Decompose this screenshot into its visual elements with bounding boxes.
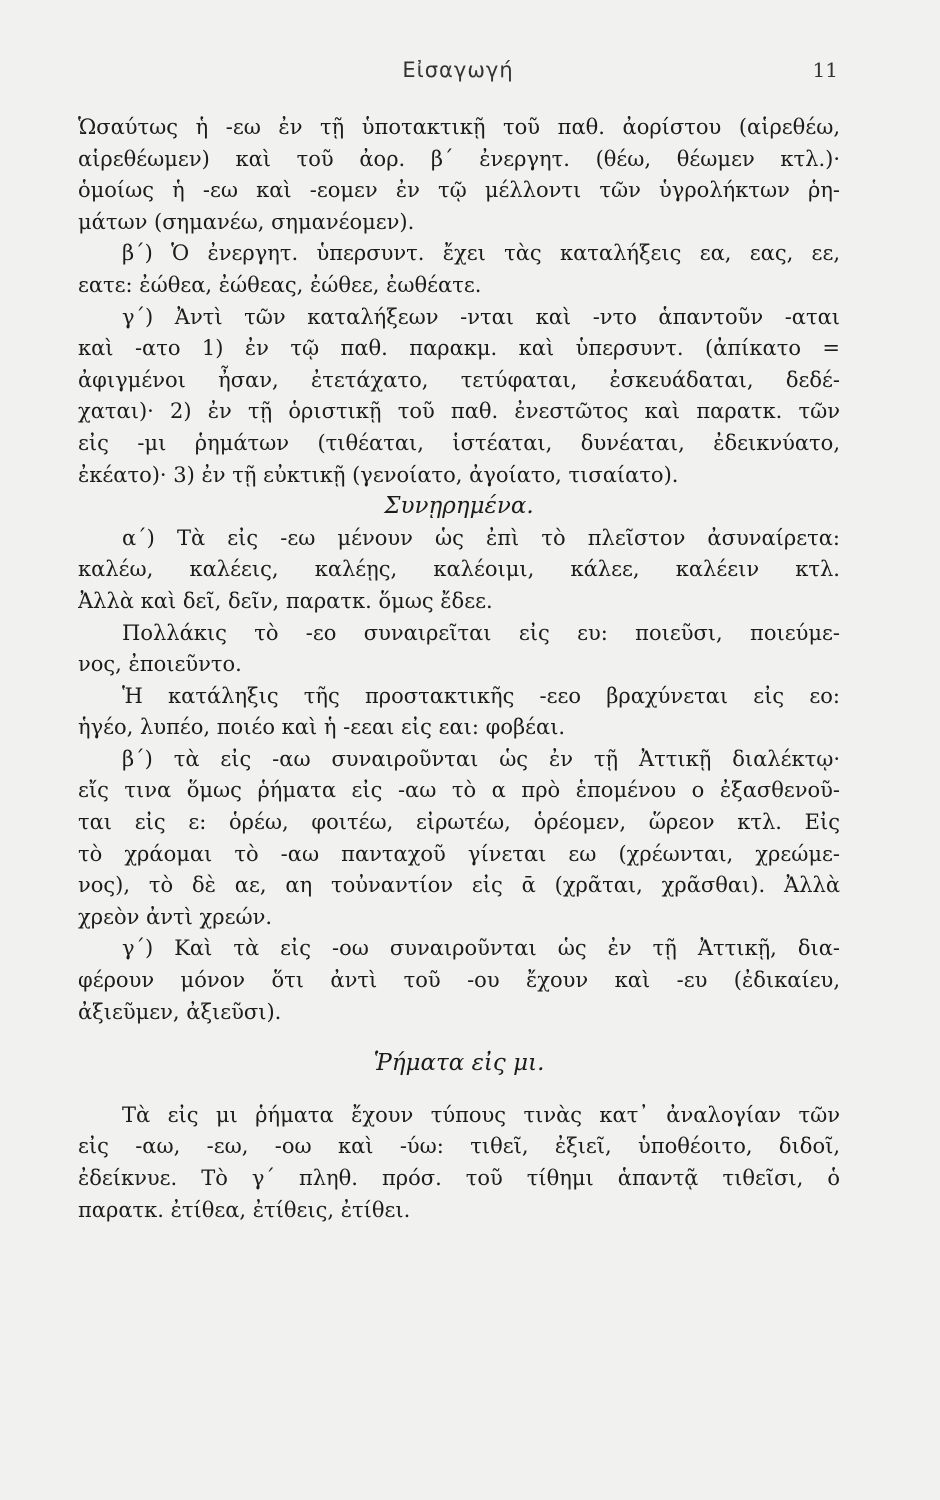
text-line: γ΄) Ἀντὶ τῶν καταλήξεων -νται καὶ -ντο ἁπαντοῦν -αται: [122, 304, 840, 329]
text-line: παρατκ. ἐτίθεα, ἐτίθεις, ἐτίθει.: [78, 1197, 411, 1222]
section-heading: Ῥήματα εἰς μι.: [373, 1050, 545, 1077]
text-line: χρεὸν ἀντὶ χρεών.: [78, 904, 273, 929]
text-line: Ὡσαύτως ἡ -εω ἐν τῇ ὑποτακτικῇ τοῦ παθ. ἀορίστου (αἱρεθέω,: [78, 115, 840, 139]
spacer: [78, 1080, 840, 1100]
text-line: Πολλάκις τὸ -εο συναιρεῖται εἰς ευ: ποιεῦσι, ποιεύμε-: [122, 620, 840, 645]
text-line: αἱρεθέωμεν) καὶ τοῦ ἀορ. β΄ ἐνεργητ. (θέω, θέωμεν κτλ.)·: [78, 146, 840, 171]
text-line: ἀφιγμένοι ἦσαν, ἐτετάχατο, τετύφαται, ἐσκευάδαται, δεδέ-: [78, 367, 840, 392]
text-line: νος, ἐποιεῦντο.: [78, 652, 242, 677]
text-line: ἡγέο, λυπέο, ποιέο καὶ ἡ -εεαι εἰς εαι: φοβέαι.: [78, 715, 566, 740]
text-line: Ἀλλὰ καὶ δεῖ, δεῖν, παρατκ. ὅμως ἔδεε.: [78, 588, 493, 613]
section-heading: Συνῃρημένα.: [384, 493, 534, 520]
text-line: ὁμοίως ἡ -εω καὶ -εομεν ἐν τῷ μέλλοντι τῶν ὑγρολήκτων ῥη-: [78, 178, 840, 203]
text-line: τὸ χράομαι τὸ -αω πανταχοῦ γίνεται εω (χρέωνται, χρεώμε-: [78, 841, 840, 866]
text-line: α΄) Τὰ εἰς -εω μένουν ὡς ἐπὶ τὸ πλεῖστον ἀσυναίρετα:: [122, 525, 840, 550]
text-line: μάτων (σημανέω, σημανέομεν).: [78, 209, 415, 234]
spacer: [78, 1028, 840, 1048]
text-line: Τὰ εἰς μι ῥήματα ἔχουν τύπους τινὰς κατ᾽ ἀναλογίαν τῶν: [122, 1102, 840, 1127]
text-line: ἀξιεῦμεν, ἀξιεῦσι).: [78, 999, 282, 1024]
text-line: φέρουν μόνον ὅτι ἀντὶ τοῦ -ου ἔχουν καὶ -ευ (ἐδικαίευ,: [78, 968, 840, 993]
page-header: [78, 58, 838, 88]
text-line: ἐκέατο)· 3) ἐν τῇ εὐκτικῇ (γενοίατο, ἀγοίατο, τισαίατο).: [78, 462, 679, 487]
text-line: καλέω, καλέεις, καλέῃς, καλέοιμι, κάλεε, καλέειν κτλ.: [78, 557, 840, 582]
text-line: εἰς -αω, -εω, -οω καὶ -ύω: τιθεῖ, ἐξιεῖ, ὑποθέοιτο, διδοῖ,: [78, 1134, 840, 1159]
text-line: εατε: ἐώθεα, ἐώθεας, ἐώθεε, ἐωθέατε.: [78, 272, 482, 297]
text-line: εἴς τινα ὅμως ῥήματα εἰς -αω τὸ α πρὸ ἑπομένου ο ἐξασθενοῦ-: [78, 778, 840, 803]
text-line: β΄) Ὁ ἐνεργητ. ὑπερσυντ. ἔχει τὰς καταλήξεις εα, εας, εε,: [122, 241, 840, 266]
text-line: καὶ -ατο 1) ἐν τῷ παθ. παρακμ. καὶ ὑπερσυντ. (ἀπίκατο =: [78, 336, 840, 361]
text-line: εἰς -μι ῥημάτων (τιθέαται, ἱστέαται, δυνέαται, ἐδεικνύατο,: [78, 430, 840, 455]
body-text: [78, 112, 840, 1226]
text-line: νος), τὸ δὲ αε, αη τοὐναντίον εἰς ᾱ (χρᾶται, χρᾶσθαι). Ἀλλὰ: [78, 873, 840, 898]
running-title: Εἰσαγωγή: [402, 58, 514, 82]
text-line: Ἡ κατάληξις τῆς προστακτικῆς -εεο βραχύνεται εἰς εο:: [122, 683, 840, 708]
page-number: 11: [812, 58, 838, 82]
text-line: χαται)· 2) ἐν τῇ ὁριστικῇ τοῦ παθ. ἐνεστῶτος καὶ παρατκ. τῶν: [78, 399, 840, 424]
text-line: γ΄) Καὶ τὰ εἰς -οω συναιροῦνται ὡς ἐν τῇ Ἀττικῇ, δια-: [122, 936, 840, 961]
text-line: β΄) τὰ εἰς -αω συναιροῦνται ὡς ἐν τῇ Ἀττικῇ διαλέκτῳ·: [122, 746, 840, 771]
text-line: ται εἰς ε: ὁρέω, φοιτέω, εἰρωτέω, ὁρέομεν, ὥρεον κτλ. Εἰς: [78, 810, 840, 835]
text-line: ἐδείκνυε. Τὸ γ΄ πληθ. πρόσ. τοῦ τίθημι ἁπαντᾷ τιθεῖσι, ὁ: [78, 1166, 840, 1190]
